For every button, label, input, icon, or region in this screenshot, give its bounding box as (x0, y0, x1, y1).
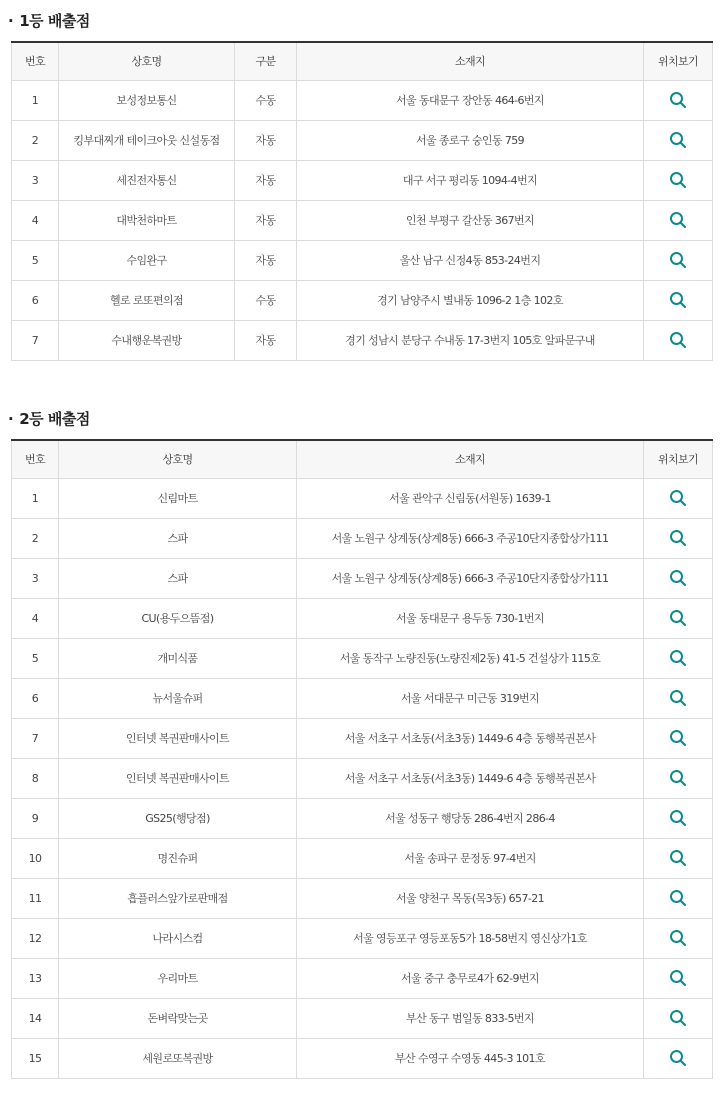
cell-name: 대박천하마트 (59, 200, 235, 240)
cell-no: 9 (12, 798, 59, 838)
location-view-button[interactable] (644, 478, 713, 518)
cell-addr: 경기 남양주시 별내동 1096-2 1층 102호 (297, 280, 644, 320)
cell-name: 인터넷 복권판매사이트 (59, 758, 297, 798)
cell-no: 8 (12, 758, 59, 798)
table-row (12, 240, 713, 280)
location-view-button[interactable] (644, 838, 713, 878)
table-row (12, 1038, 713, 1078)
cell-type: 수동 (235, 80, 297, 120)
cell-no: 10 (12, 838, 59, 878)
cell-type: 자동 (235, 200, 297, 240)
cell-name: 킹부대찌개 테이크아웃 신설동점 (59, 120, 235, 160)
location-view-button[interactable] (644, 878, 713, 918)
cell-addr: 서울 중구 충무로4가 62-9번지 (297, 958, 644, 998)
search-icon[interactable] (669, 889, 687, 907)
cell-addr: 서울 관악구 신림동(서원동) 1639-1 (297, 478, 644, 518)
title-bullet: · (8, 410, 14, 428)
cell-no: 5 (12, 240, 59, 280)
title-text: 2등 배출점 (19, 410, 90, 428)
search-icon[interactable] (669, 609, 687, 627)
table-row (12, 998, 713, 1038)
search-icon[interactable] (669, 1049, 687, 1067)
search-icon[interactable] (669, 649, 687, 667)
cell-name: 인터넷 복권판매사이트 (59, 718, 297, 758)
cell-name: 수임완구 (59, 240, 235, 280)
header-address: 소재지 (297, 42, 644, 80)
cell-addr: 서울 노원구 상계동(상계8동) 666-3 주공10단지종합상가111 (297, 518, 644, 558)
header-address: 소재지 (297, 440, 644, 478)
cell-name: 개미식품 (59, 638, 297, 678)
cell-no: 3 (12, 558, 59, 598)
table-row (12, 478, 713, 518)
cell-addr: 서울 영등포구 영등포동5가 18-58번지 영신상가1호 (297, 918, 644, 958)
search-icon[interactable] (669, 529, 687, 547)
search-icon[interactable] (669, 849, 687, 867)
table-row (12, 678, 713, 718)
cell-no: 1 (12, 80, 59, 120)
cell-addr: 대구 서구 평리동 1094-4번지 (297, 160, 644, 200)
location-view-button[interactable] (644, 958, 713, 998)
table-row (12, 758, 713, 798)
table-row (12, 518, 713, 558)
cell-name: 흡플러스앞가로판매점 (59, 878, 297, 918)
header-no: 번호 (12, 440, 59, 478)
search-icon[interactable] (669, 689, 687, 707)
search-icon[interactable] (669, 809, 687, 827)
cell-addr: 서울 서대문구 미근동 319번지 (297, 678, 644, 718)
cell-addr: 울산 남구 신정4동 853-24번지 (297, 240, 644, 280)
table-row (12, 558, 713, 598)
cell-no: 2 (12, 518, 59, 558)
cell-name: 스파 (59, 518, 297, 558)
cell-no: 14 (12, 998, 59, 1038)
cell-addr: 서울 송파구 문정동 97-4번지 (297, 838, 644, 878)
table-row (12, 958, 713, 998)
location-view-button[interactable] (644, 80, 713, 120)
cell-addr: 서울 동작구 노량진동(노량진제2동) 41-5 건설상가 115호 (297, 638, 644, 678)
cell-type: 자동 (235, 160, 297, 200)
cell-no: 11 (12, 878, 59, 918)
search-icon[interactable] (669, 251, 687, 269)
header-location: 위치보기 (644, 440, 713, 478)
location-view-button[interactable] (644, 320, 713, 360)
cell-name: 돈벼락맞는곳 (59, 998, 297, 1038)
cell-type: 자동 (235, 240, 297, 280)
table-row (12, 718, 713, 758)
table-header-row (12, 42, 713, 80)
cell-name: 보성정보통신 (59, 80, 235, 120)
header-location: 위치보기 (644, 42, 713, 80)
location-view-button[interactable] (644, 240, 713, 280)
location-view-button[interactable] (644, 678, 713, 718)
cell-type: 자동 (235, 320, 297, 360)
table-row (12, 200, 713, 240)
cell-addr: 서울 동대문구 용두동 730-1번지 (297, 598, 644, 638)
cell-no: 4 (12, 200, 59, 240)
cell-name: 헬로 로또편의점 (59, 280, 235, 320)
title-text: 1등 배출점 (19, 12, 90, 30)
cell-addr: 부산 수영구 수영동 445-3 101호 (297, 1038, 644, 1078)
table-row (12, 280, 713, 320)
location-view-button[interactable] (644, 280, 713, 320)
search-icon[interactable] (669, 729, 687, 747)
search-icon[interactable] (669, 569, 687, 587)
header-name: 상호명 (59, 440, 297, 478)
cell-name: 뉴서울슈퍼 (59, 678, 297, 718)
table-row (12, 918, 713, 958)
cell-name: 신림마트 (59, 478, 297, 518)
table-row (12, 120, 713, 160)
location-view-button[interactable] (644, 718, 713, 758)
section-title (8, 10, 90, 31)
cell-addr: 경기 성남시 분당구 수내동 17-3번지 105호 알파문구내 (297, 320, 644, 360)
location-view-button[interactable] (644, 758, 713, 798)
cell-addr: 부산 동구 범일동 833-5번지 (297, 998, 644, 1038)
location-view-button[interactable] (644, 638, 713, 678)
title-bullet: · (8, 12, 14, 30)
cell-name: 세원로또복권방 (59, 1038, 297, 1078)
search-icon[interactable] (669, 91, 687, 109)
cell-no: 5 (12, 638, 59, 678)
header-type: 구분 (235, 42, 297, 80)
table-row (12, 80, 713, 120)
cell-no: 6 (12, 678, 59, 718)
location-view-button[interactable] (644, 798, 713, 838)
cell-addr: 서울 서초구 서초동(서초3동) 1449-6 4층 동행복권본사 (297, 758, 644, 798)
cell-addr: 서울 동대문구 장안동 464-6번지 (297, 80, 644, 120)
table-row (12, 878, 713, 918)
section-title (8, 408, 90, 429)
cell-no: 1 (12, 478, 59, 518)
search-icon[interactable] (669, 769, 687, 787)
cell-no: 4 (12, 598, 59, 638)
cell-name: 세진전자통신 (59, 160, 235, 200)
cell-no: 7 (12, 320, 59, 360)
cell-no: 2 (12, 120, 59, 160)
search-icon[interactable] (669, 1009, 687, 1027)
table-row (12, 598, 713, 638)
location-view-button[interactable] (644, 918, 713, 958)
cell-name: CU(용두으뜸점) (59, 598, 297, 638)
cell-no: 6 (12, 280, 59, 320)
header-no: 번호 (12, 42, 59, 80)
location-view-button[interactable] (644, 998, 713, 1038)
location-view-button[interactable] (644, 120, 713, 160)
cell-name: GS25(행당점) (59, 798, 297, 838)
table-header-row (12, 440, 713, 478)
header-name: 상호명 (59, 42, 235, 80)
location-view-button[interactable] (644, 558, 713, 598)
first-prize-table (11, 41, 713, 361)
table-row (12, 160, 713, 200)
cell-name: 나라시스컴 (59, 918, 297, 958)
cell-addr: 서울 양천구 목동(목3동) 657-21 (297, 878, 644, 918)
table-row (12, 838, 713, 878)
cell-addr: 서울 종로구 숭인동 759 (297, 120, 644, 160)
search-icon[interactable] (669, 331, 687, 349)
search-icon[interactable] (669, 171, 687, 189)
search-icon[interactable] (669, 929, 687, 947)
cell-no: 3 (12, 160, 59, 200)
location-view-button[interactable] (644, 160, 713, 200)
search-icon[interactable] (669, 131, 687, 149)
cell-no: 15 (12, 1038, 59, 1078)
table-row (12, 798, 713, 838)
cell-name: 스파 (59, 558, 297, 598)
cell-no: 7 (12, 718, 59, 758)
cell-addr: 인천 부평구 갈산동 367번지 (297, 200, 644, 240)
cell-name: 수내행운복권방 (59, 320, 235, 360)
cell-addr: 서울 서초구 서초동(서초3동) 1449-6 4층 동행복권본사 (297, 718, 644, 758)
cell-type: 자동 (235, 120, 297, 160)
search-icon[interactable] (669, 969, 687, 987)
location-view-button[interactable] (644, 200, 713, 240)
location-view-button[interactable] (644, 518, 713, 558)
cell-no: 13 (12, 958, 59, 998)
search-icon[interactable] (669, 291, 687, 309)
search-icon[interactable] (669, 489, 687, 507)
cell-name: 명진슈퍼 (59, 838, 297, 878)
cell-addr: 서울 성동구 행당동 286-4번지 286-4 (297, 798, 644, 838)
location-view-button[interactable] (644, 598, 713, 638)
table-row (12, 320, 713, 360)
cell-addr: 서울 노원구 상계동(상계8동) 666-3 주공10단지종합상가111 (297, 558, 644, 598)
cell-type: 수동 (235, 280, 297, 320)
second-prize-table (11, 439, 713, 1079)
cell-no: 12 (12, 918, 59, 958)
search-icon[interactable] (669, 211, 687, 229)
table-row (12, 638, 713, 678)
location-view-button[interactable] (644, 1038, 713, 1078)
cell-name: 우리마트 (59, 958, 297, 998)
